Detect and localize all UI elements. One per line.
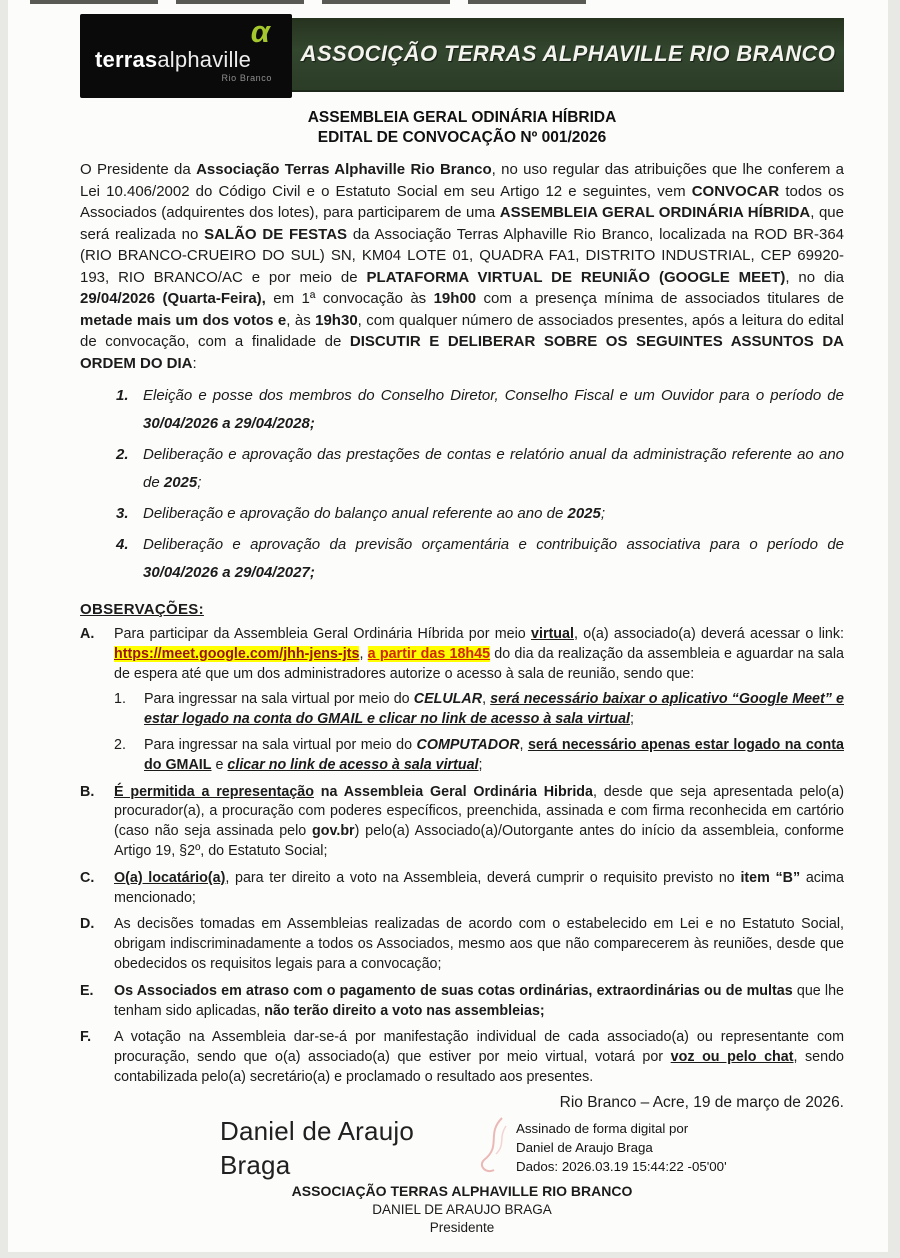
association-banner xyxy=(292,18,844,92)
digital-signature-block xyxy=(220,1114,844,1182)
text-run: : xyxy=(192,354,197,372)
text-run: O Presidente da xyxy=(80,161,197,178)
text-run: , para ter direito a voto na Assembleia, deverá cumprir o requisito previsto no xyxy=(225,869,741,886)
observation-label: C. xyxy=(80,869,95,886)
text-run: , com qualquer número de associados presentes, após a leitura do edital de convocação, com a finalidade de xyxy=(80,311,844,350)
signature-role: Presidente xyxy=(429,1219,495,1235)
text-run: 2025 xyxy=(163,474,198,491)
text-run: 19h00 xyxy=(433,290,477,307)
text-run: As decisões tomadas em Assembleias realizadas de acordo com o estabelecido em Lei e no Estatuto Social, obrigam indiscriminadamente a todos os Associados, mesmo aos que não comparecerem às reuniões, desde que obedecidos os requisitos legais para a convocação; xyxy=(114,916,844,972)
text-run: na Assembleia Geral Ordinária Hibrida xyxy=(313,783,593,800)
observation-label: D. xyxy=(80,916,95,933)
subitem-number: 1. xyxy=(114,691,126,708)
text-run: 30/04/2026 a 29/04/2027; xyxy=(143,564,315,581)
text-run: gov.br xyxy=(312,823,355,840)
document-header xyxy=(80,14,844,98)
signature-identity-block xyxy=(80,1182,844,1237)
text-run: ; xyxy=(600,505,606,522)
observation-subitem-2 xyxy=(114,736,844,776)
observation-label: A. xyxy=(80,626,95,642)
logo-brand-bold: terras xyxy=(95,47,158,72)
agenda-item-text xyxy=(143,382,844,438)
document-title-line1: ASSEMBLEIA GERAL ODINÁRIA HÍBRIDA xyxy=(307,109,617,126)
text-run: e xyxy=(211,756,228,773)
digital-signature-line1: Assinado de forma digital por xyxy=(516,1120,689,1136)
intro-paragraph xyxy=(80,159,844,374)
text-run: da Associação Terras Alphaville Rio Branco, localizada na ROD BR-364 (RIO BRANCO-CRUEIRO DO SUL) SN, KM04 LOTE 01, QUADRA FA1, DISTRITO INDUSTRIAL, CEP 69920-193, RIO BRANCO/AC e por meio de xyxy=(80,225,845,286)
meet-link[interactable]: https://meet.google.com/jhh-jens-jts xyxy=(114,645,360,662)
observation-item-c xyxy=(80,869,844,909)
logo-subtitle: Rio Branco xyxy=(221,73,272,83)
agenda-item-text xyxy=(143,441,844,497)
text-run: Deliberação e aprovação da previsão orçamentária e contribuição associativa para o período de xyxy=(143,536,844,553)
document-title-line2: EDITAL DE CONVOCAÇÃO Nº 001/2026 xyxy=(317,129,607,146)
text-run: CONVOCAR xyxy=(691,182,780,200)
observation-text xyxy=(114,982,844,1022)
signature-org: ASSOCIAÇÃO TERRAS ALPHAVILLE RIO BRANCO xyxy=(291,1182,633,1199)
observation-label: B. xyxy=(80,783,95,800)
observation-text xyxy=(114,625,844,684)
subitem-text xyxy=(144,736,844,776)
subitem-text xyxy=(144,690,844,730)
text-run: acima mencionado; xyxy=(114,869,844,906)
observation-item-b xyxy=(80,783,844,862)
text-run: ; xyxy=(630,711,634,728)
observation-item-a xyxy=(80,625,844,684)
text-run: item “B” xyxy=(740,869,801,886)
text-run: , no uso regular das atribuições que lhe conferem a Lei 10.406/2002 do Código Civil e o Estatuto Social em seu Artigo 12 e seguintes, vem xyxy=(80,161,844,200)
agenda-item-text xyxy=(143,531,844,587)
text-run: , que será realizada no xyxy=(80,204,844,243)
subitem-number: 2. xyxy=(114,736,126,753)
text-run: Associação Terras Alphaville Rio Branco xyxy=(196,161,492,178)
agenda-list xyxy=(116,382,844,587)
agenda-item xyxy=(116,382,844,438)
agenda-item xyxy=(116,441,844,497)
document-page xyxy=(8,0,888,1252)
alpha-icon: α xyxy=(250,14,270,49)
observation-text xyxy=(114,1028,844,1087)
agenda-item-number: 4. xyxy=(116,536,129,553)
signature-script-name: Daniel de Araujo Braga xyxy=(220,1115,414,1180)
text-run: ASSEMBLEIA GERAL ORDINÁRIA HÍBRIDA xyxy=(499,204,811,221)
text-run: clicar no link de acesso à sala virtual xyxy=(227,756,479,773)
text-run: virtual xyxy=(531,626,574,642)
observation-item-e xyxy=(80,982,844,1022)
observation-item-f xyxy=(80,1028,844,1087)
signature-person: DANIEL DE ARAUJO BRAGA xyxy=(372,1201,552,1217)
document-title xyxy=(80,108,844,148)
scan-artifact-line xyxy=(30,0,586,4)
text-run: DISCUTIR E DELIBERAR SOBRE OS SEGUINTES ASSUNTOS DA ORDEM DO DIA xyxy=(80,333,844,372)
text-run: ; xyxy=(478,756,483,773)
text-run: com a presença mínima de associados titulares de xyxy=(476,290,845,307)
observation-text xyxy=(114,915,844,974)
agenda-item xyxy=(116,531,844,587)
text-run: , desde que seja apresentada pelo(a) procurador(a), a procuração com poderes específicos, preenchida, assinada e com firma reconhecida em cartório (caso não seja assinada pelo xyxy=(114,783,844,840)
agenda-item xyxy=(116,500,844,528)
agenda-item-number: 3. xyxy=(116,505,129,522)
text-run: Para ingressar na sala virtual por meio do xyxy=(144,691,414,708)
text-run: PLATAFORMA VIRTUAL DE REUNIÃO (GOOGLE MEET) xyxy=(366,268,786,286)
text-run: 29/04/2026 (Quarta-Feira), xyxy=(80,290,266,307)
text-run: É permitida a representação xyxy=(114,783,314,800)
text-run: será necessário baixar o aplicativo “Google Meet” e estar logado na conta do GMAIL e clicar no link de acesso à sala virtual xyxy=(144,691,844,728)
agenda-item-number: 2. xyxy=(116,446,129,463)
text-run: Para participar da Assembleia Geral Ordinária Híbrida por meio xyxy=(114,626,532,642)
text-run: Para ingressar na sala virtual por meio do xyxy=(144,736,417,753)
text-run: Deliberação e aprovação do balanço anual referente ao ano de xyxy=(143,505,568,522)
text-run: A votação na Assembleia dar-se-á por manifestação individual de cada associado(a) ou representante com procuração, sendo que o(a) associado(a) que estiver por meio virtual, votará por xyxy=(114,1029,844,1066)
text-run: , xyxy=(519,736,528,753)
text-run: , xyxy=(359,645,368,662)
observations-heading: OBSERVAÇÕES: xyxy=(80,601,204,618)
text-run: voz ou pelo chat xyxy=(670,1049,794,1066)
text-run: todos os Associados (adquirentes dos lotes), para participarem de uma xyxy=(80,182,845,221)
logo-brand xyxy=(95,47,251,73)
text-run: O(a) locatário(a) xyxy=(114,869,226,886)
terras-alphaville-logo xyxy=(80,14,292,98)
text-run: será necessário apenas estar logado na conta do GMAIL xyxy=(144,736,844,773)
text-run: Eleição e posse dos membros do Conselho Diretor, Conselho Fiscal e um Ouvidor para o período de xyxy=(143,387,844,404)
text-run: , o(a) associado(a) deverá acessar o link: xyxy=(573,626,845,642)
digital-signature-line2: Daniel de Araujo Braga xyxy=(516,1139,653,1155)
text-run: a partir das 18h45 xyxy=(367,645,491,662)
text-run: Os Associados em atraso com o pagamento de suas cotas ordinárias, extraordinárias ou de multas xyxy=(114,982,793,999)
text-run: CELULAR xyxy=(413,691,483,708)
observation-label: F. xyxy=(80,1029,92,1046)
observation-text xyxy=(114,869,844,909)
document-content xyxy=(8,0,888,1237)
agenda-item-text xyxy=(143,500,844,528)
observation-label: E. xyxy=(80,982,94,999)
text-run: COMPUTADOR xyxy=(416,736,520,753)
text-run: do dia da realização da assembleia e aguardar na sala de espera até que um dos administradores autorize o acesso à sala de reunião, sendo que: xyxy=(114,645,844,682)
agenda-item-number: 1. xyxy=(116,387,129,404)
text-run: , xyxy=(482,691,491,708)
text-run: em 1ª convocação às xyxy=(265,290,434,307)
text-run: , no dia xyxy=(785,268,844,286)
logo-brand-regular: alphaville xyxy=(157,47,252,72)
text-run: que lhe tenham sido aplicadas, xyxy=(114,982,844,1019)
text-run: ) pelo(a) Associado(a)/Outorgante antes do início da assembleia, conforme Artigo 19, §2º, do Estatuto Social; xyxy=(114,823,844,859)
digital-signature-note xyxy=(516,1119,727,1176)
observation-item-d xyxy=(80,915,844,974)
text-run: 19h30 xyxy=(315,311,358,329)
text-run: não terão direito a voto nas assembleias; xyxy=(264,1002,545,1019)
text-run: Deliberação e aprovação das prestações de contas e relatório anual da administração referente ao ano de xyxy=(143,446,844,491)
text-run: 30/04/2026 a 29/04/2028; xyxy=(143,415,315,432)
text-run: , sendo contabilizada pelo(a) secretário(a) e proclamado o resultado aos presentes. xyxy=(114,1049,844,1085)
observation-subitem-1 xyxy=(114,690,844,730)
text-run: 2025 xyxy=(567,505,601,522)
date-line: Rio Branco – Acre, 19 de março de 2026. xyxy=(559,1093,844,1111)
digital-signature-line3: Dados: 2026.03.19 15:44:22 -05'00' xyxy=(516,1158,727,1174)
text-run: ; xyxy=(197,474,202,491)
observation-text xyxy=(114,783,844,862)
text-run: , às xyxy=(286,311,316,329)
text-run: SALÃO DE FESTAS xyxy=(204,225,348,243)
signature-flourish-icon xyxy=(472,1116,516,1180)
banner-title: ASSOCIÇÃO TERRAS ALPHAVILLE RIO BRANCO xyxy=(300,41,836,66)
text-run: metade mais um dos votos e xyxy=(80,311,287,329)
